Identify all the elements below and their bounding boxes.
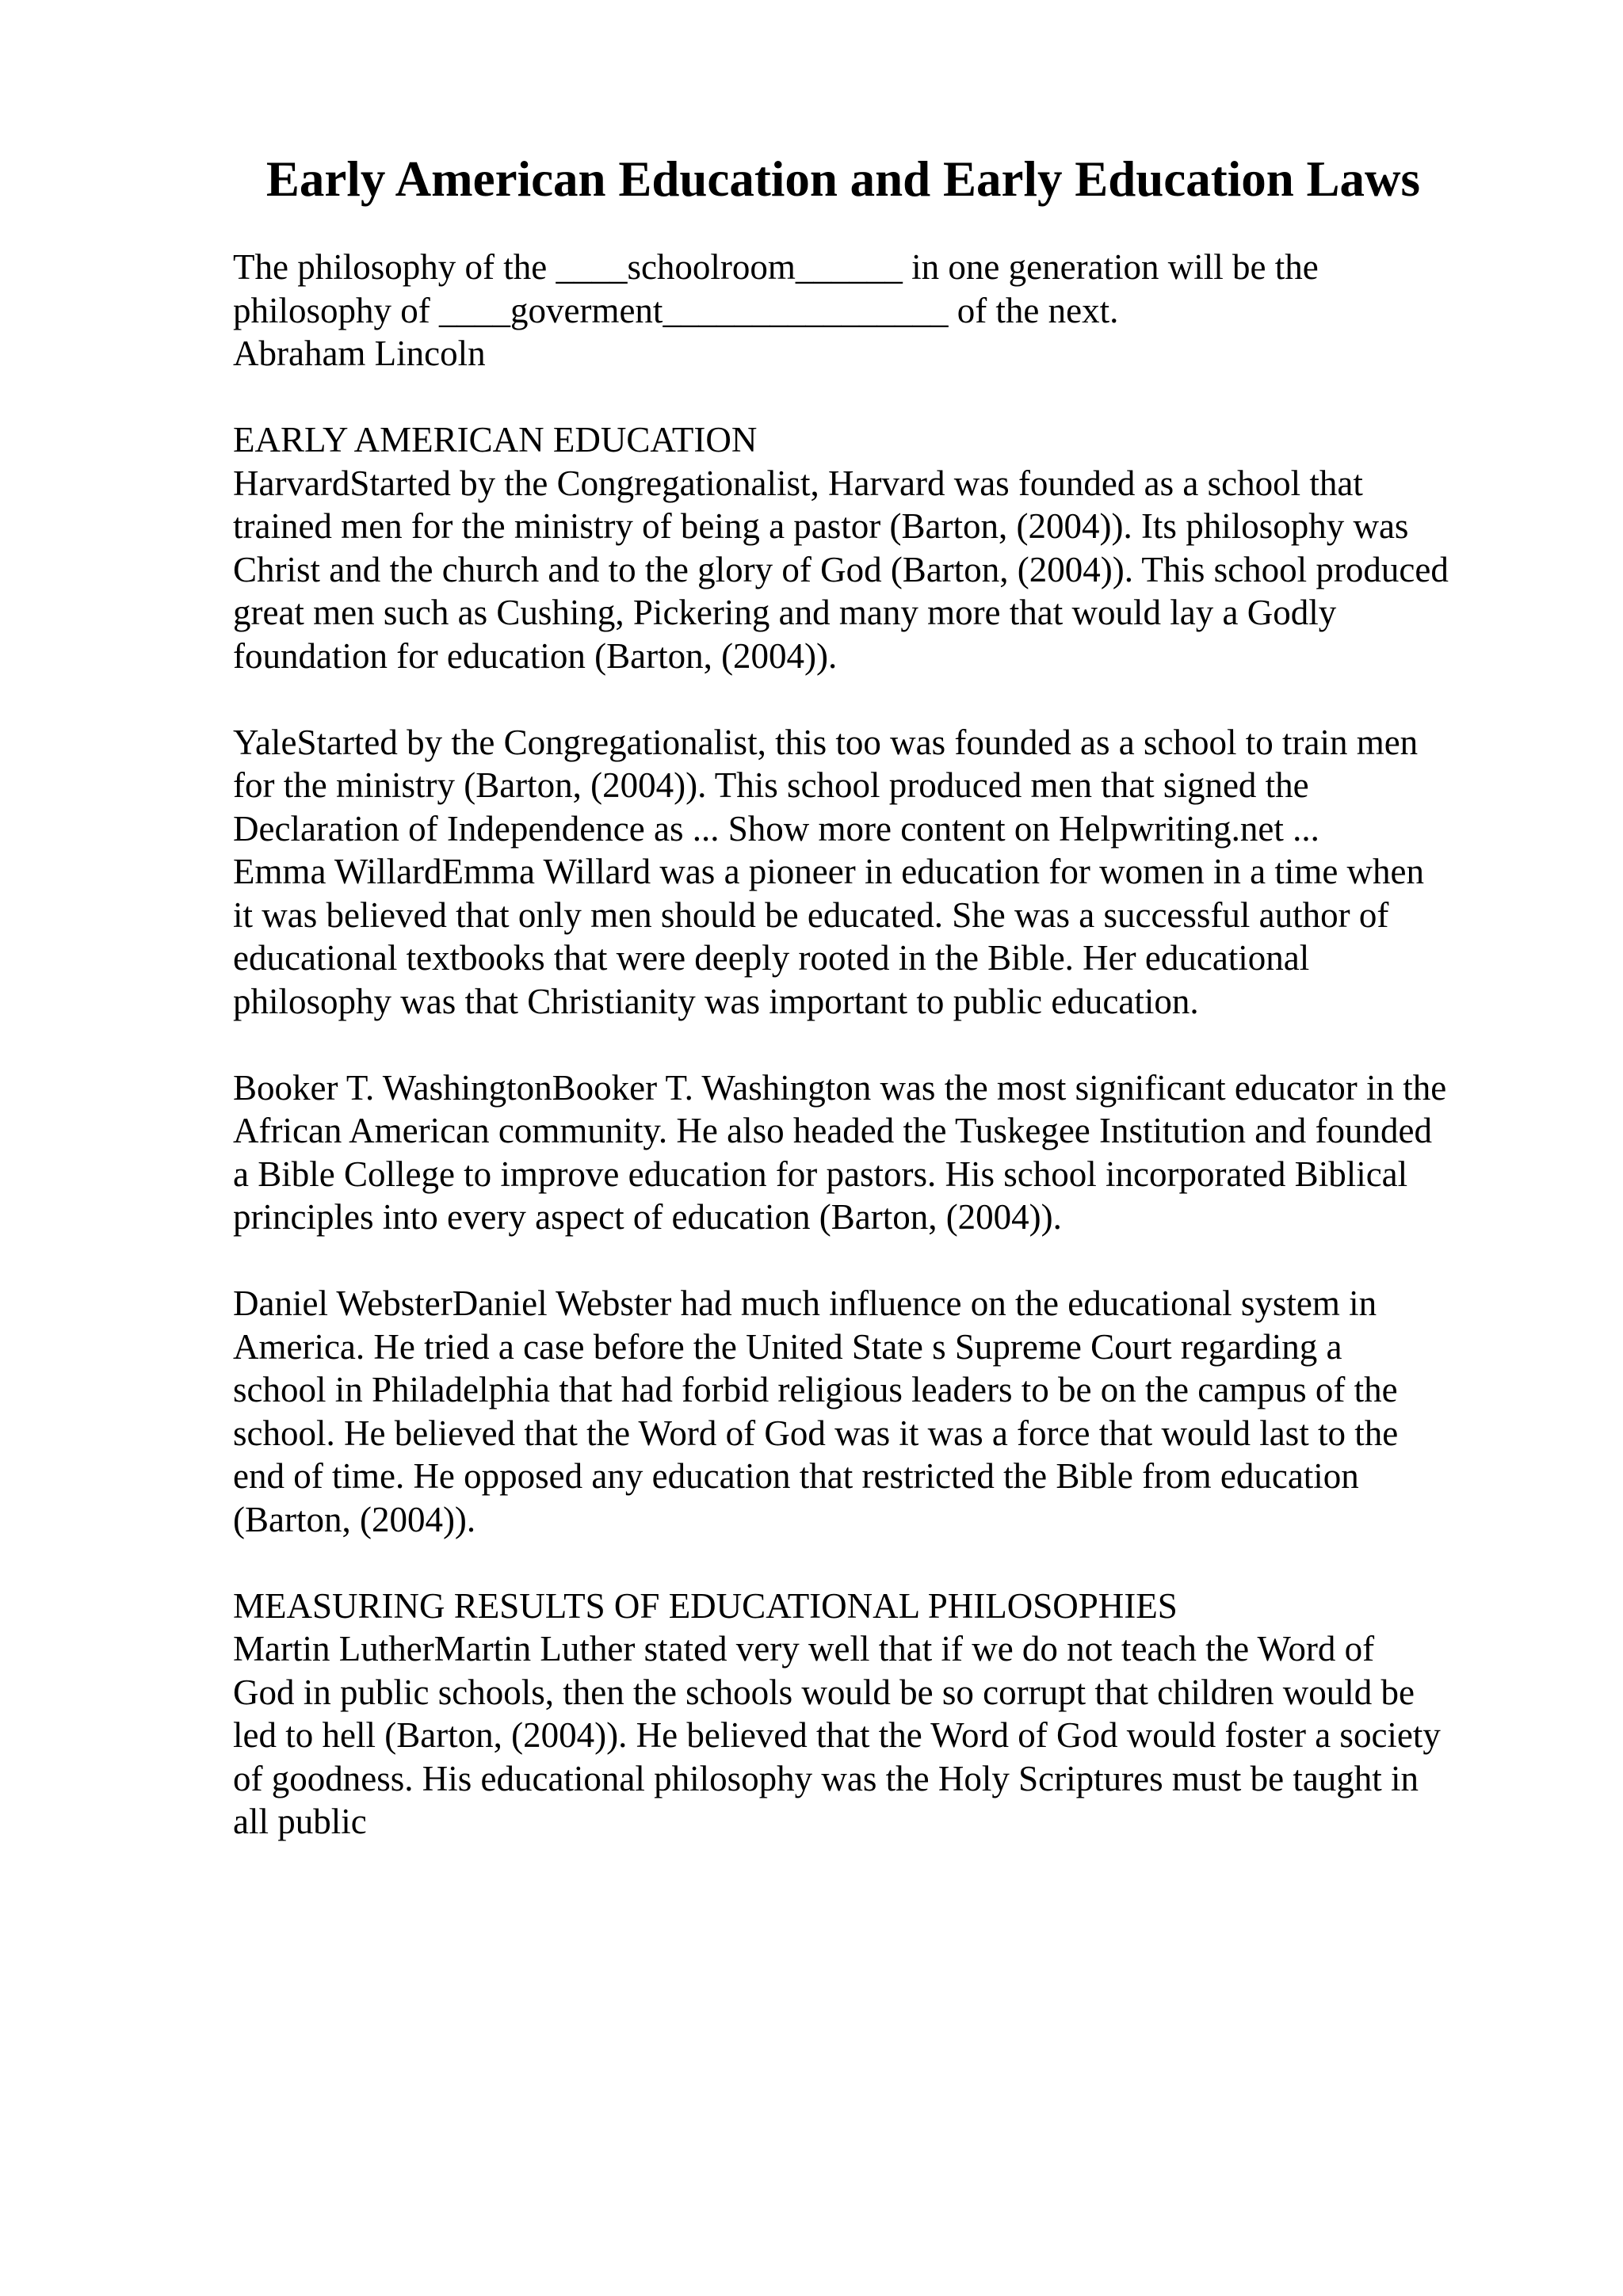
- paragraph-line: great men such as Cushing, Pickering and many more that would lay a Godly: [233, 593, 1337, 632]
- paragraph-line: for the ministry (Barton, (2004)). This school produced men that signed the: [233, 765, 1309, 805]
- quote-attribution: Abraham Lincoln: [233, 334, 486, 373]
- quote-line: philosophy of ____goverment________________ of the next.: [233, 290, 1119, 330]
- paragraph-line: it was believed that only men should be educated. She was a successful author of: [233, 894, 1389, 935]
- paragraph-line: a Bible College to improve education for pastors. His school incorporated Biblical: [233, 1154, 1408, 1194]
- paragraph-washington: [233, 1066, 1533, 1239]
- paragraph-line: African American community. He also headed the Tuskegee Institution and founded: [233, 1111, 1432, 1150]
- paragraph-spacer: [233, 1239, 1533, 1283]
- paragraph-line: end of time. He opposed any education that restricted the Bible from education: [233, 1456, 1359, 1496]
- paragraph-line: all public: [233, 1802, 367, 1841]
- paragraph-line: Emma WillardEmma Willard was a pioneer in education for women in a time when: [233, 852, 1425, 891]
- paragraph-line: God in public schools, then the schools would be so corrupt that children would be: [233, 1672, 1415, 1712]
- paragraph-webster: [233, 1282, 1533, 1541]
- section-heading: EARLY AMERICAN EDUCATION: [233, 420, 758, 460]
- paragraph-line: trained men for the ministry of being a pastor (Barton, (2004)). Its philosophy was: [233, 506, 1409, 546]
- paragraph-line: (Barton, (2004)).: [233, 1499, 476, 1539]
- quote-block: [233, 246, 1533, 376]
- paragraph-line: Christ and the church and to the glory of God (Barton, (2004)). This school produced: [233, 549, 1449, 589]
- paragraph-line: Martin LutherMartin Luther stated very well that if we do not teach the Word of: [233, 1629, 1375, 1669]
- paragraph-line: school in Philadelphia that had forbid religious leaders to be on the campus of the: [233, 1370, 1398, 1409]
- paragraph-line: America. He tried a case before the United State s Supreme Court regarding a: [233, 1326, 1342, 1367]
- paragraph-line: Booker T. WashingtonBooker T. Washington was the most significant educator in the: [233, 1067, 1447, 1108]
- document-title: Early American Education and Early Education Laws: [265, 151, 1421, 207]
- paragraph-line: Daniel WebsterDaniel Webster had much influence on the educational system in: [233, 1283, 1377, 1323]
- paragraph-line: of goodness. His educational philosophy was the Holy Scriptures must be taught in: [233, 1758, 1419, 1798]
- paragraph-spacer: [233, 376, 1533, 419]
- paragraph-line: HarvardStarted by the Congregationalist, Harvard was founded as a school that: [233, 463, 1363, 503]
- paragraph-line: Declaration of Independence as ... Show more content on Helpwriting.net ...: [233, 808, 1319, 849]
- paragraph-spacer: [233, 1023, 1533, 1066]
- paragraph-line: YaleStarted by the Congregationalist, this too was founded as a school to train men: [233, 722, 1419, 762]
- document-body: [233, 246, 1533, 1844]
- paragraph-line: led to hell (Barton, (2004)). He believed that the Word of God would foster a society: [233, 1715, 1441, 1755]
- paragraph-spacer: [233, 677, 1533, 721]
- paragraph-spacer: [233, 1541, 1533, 1585]
- paragraph-line: principles into every aspect of education (Barton, (2004)).: [233, 1197, 1062, 1237]
- paragraph-yale: [233, 721, 1533, 1024]
- section-heading: MEASURING RESULTS OF EDUCATIONAL PHILOSOPHIES: [233, 1585, 1178, 1626]
- paragraph-luther: [233, 1627, 1533, 1844]
- paragraph-line: foundation for education (Barton, (2004)).: [233, 635, 838, 676]
- paragraph-harvard: [233, 462, 1533, 678]
- paragraph-line: philosophy was that Christianity was important to public education.: [233, 981, 1199, 1021]
- paragraph-line: school. He believed that the Word of God was it was a force that would last to the: [233, 1413, 1399, 1453]
- quote-line: The philosophy of the ____schoolroom______ in one generation will be the: [233, 247, 1319, 287]
- paragraph-line: educational textbooks that were deeply rooted in the Bible. Her educational: [233, 938, 1310, 978]
